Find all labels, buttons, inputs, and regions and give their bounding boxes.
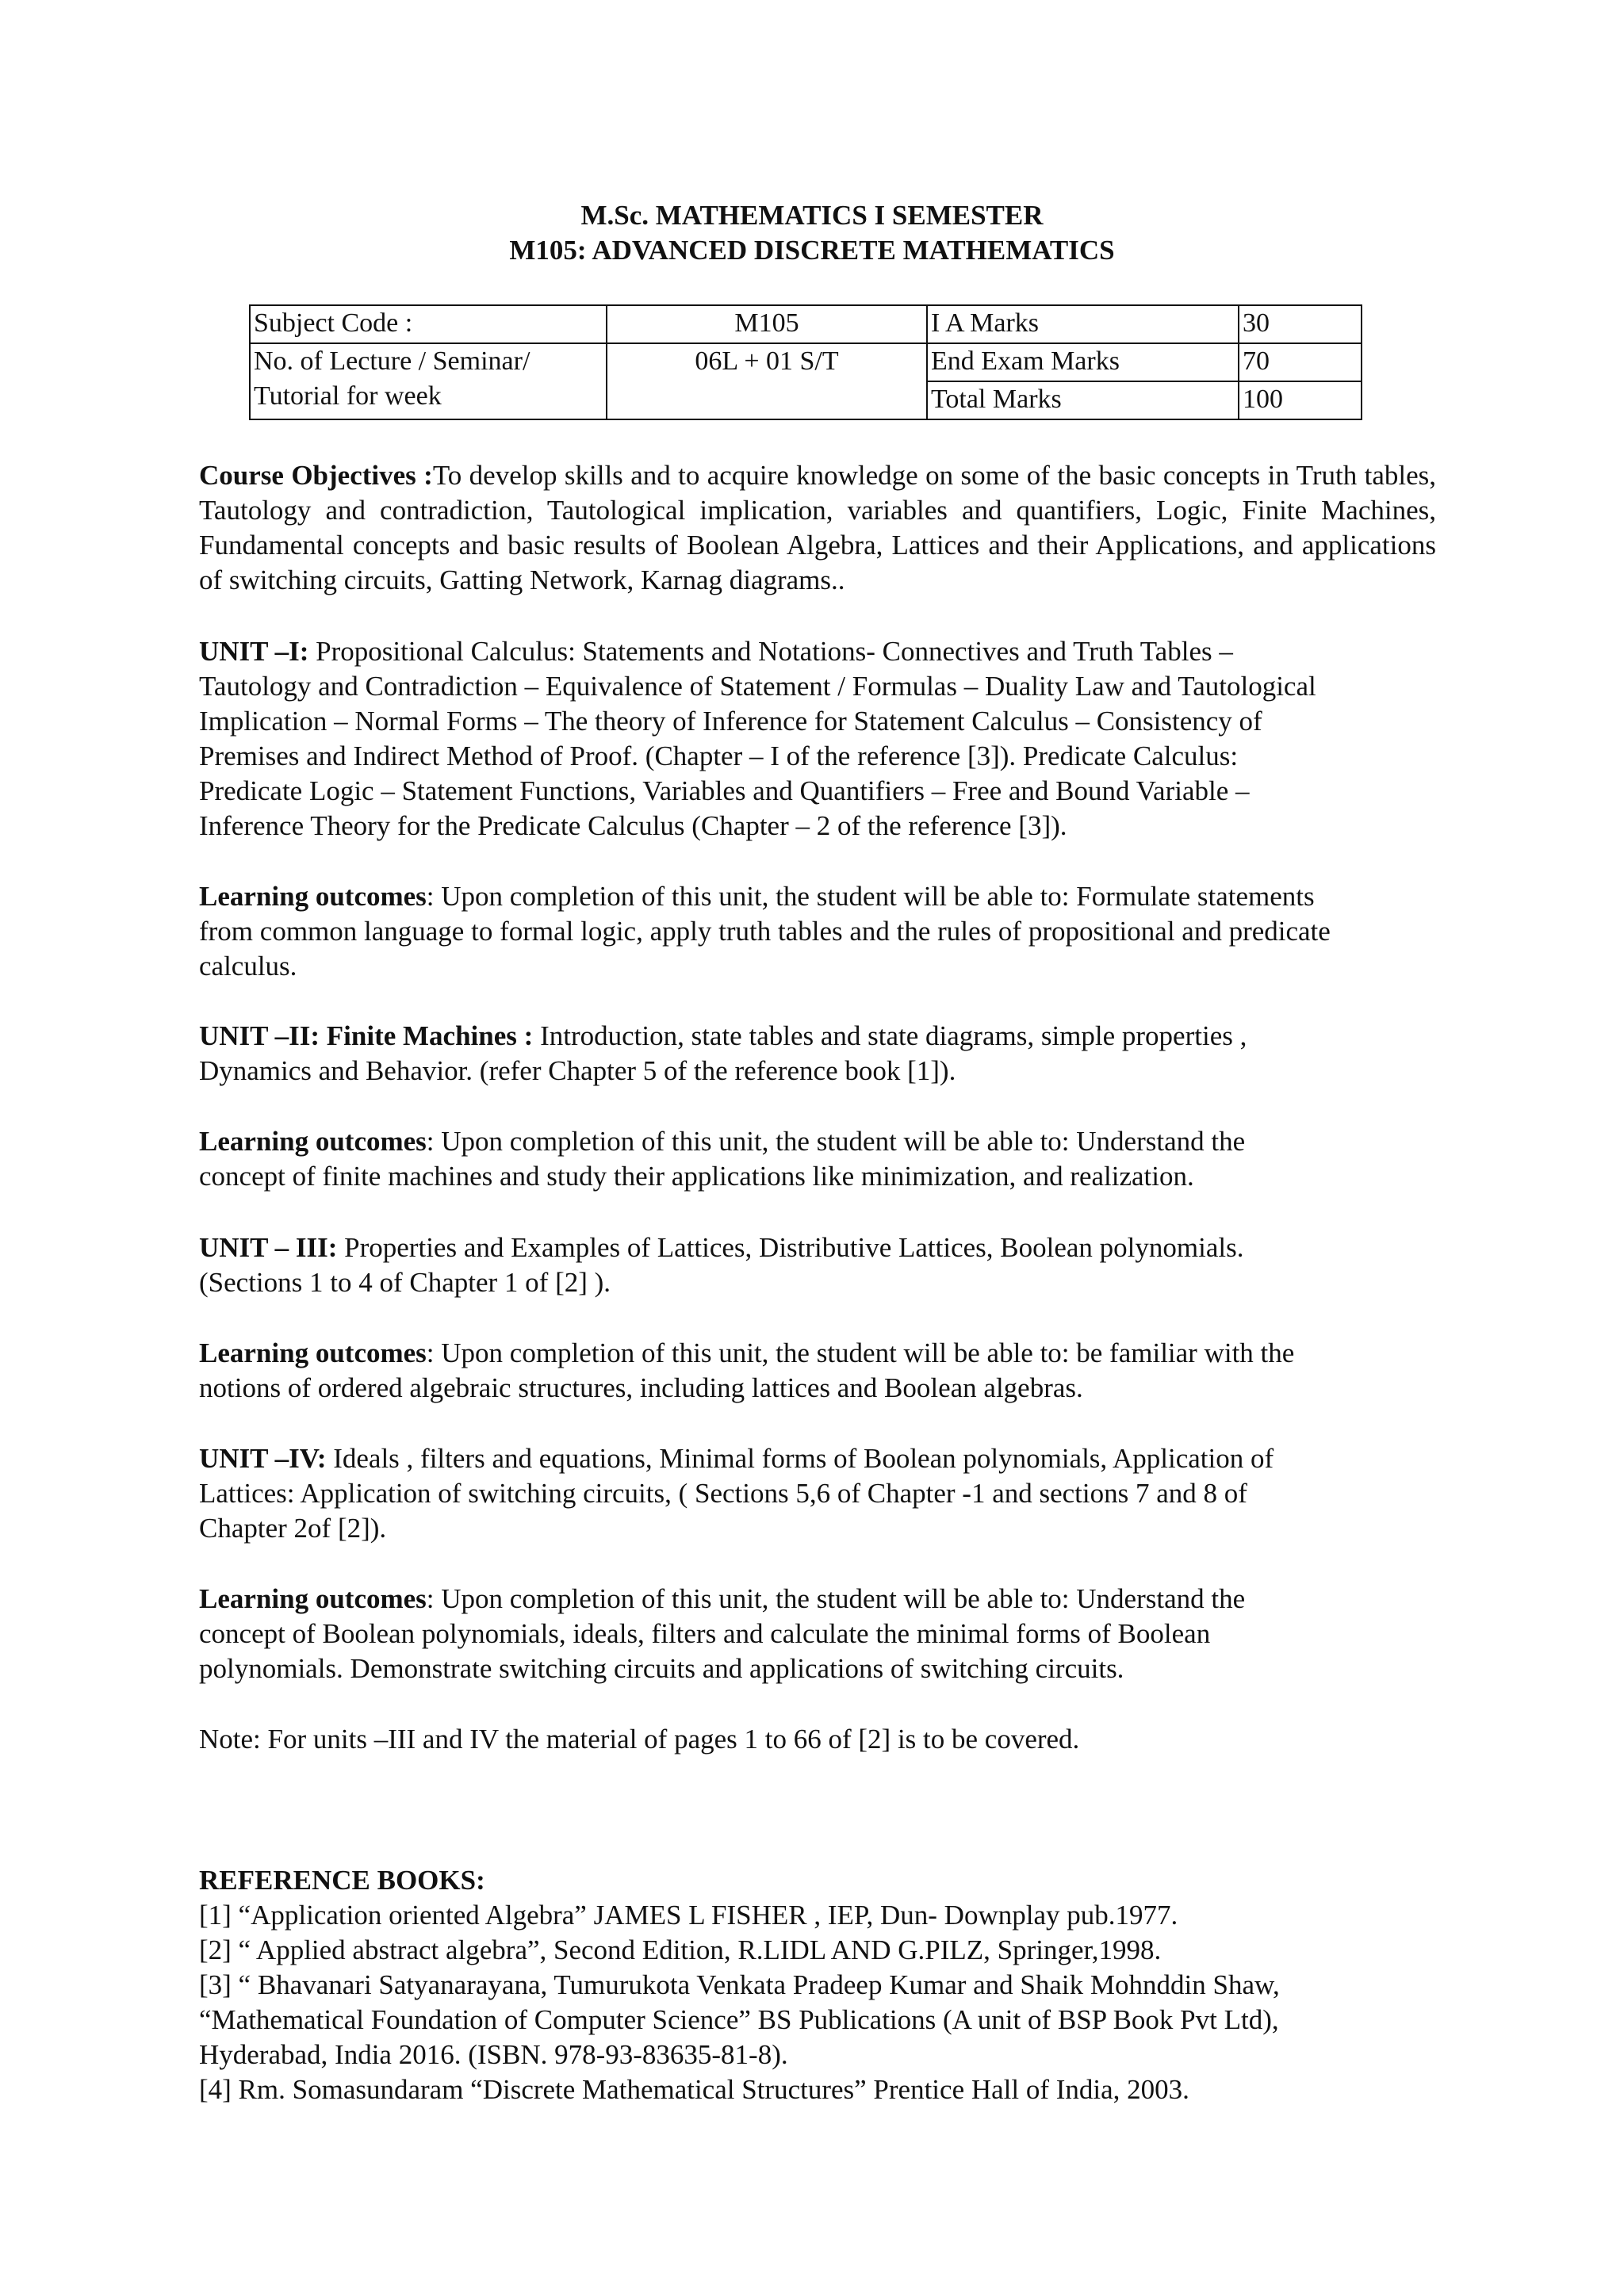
unit-1-line: Propositional Calculus: Statements and Notations- Connectives and Truth Tables – [308,636,1233,667]
end-exam-label: End Exam Marks [927,343,1239,381]
unit-4-label: UNIT –IV: [199,1443,327,1474]
lecture-label-cell [250,343,607,419]
ia-marks-label: I A Marks [927,305,1239,343]
lecture-label-line1: No. of Lecture / Seminar/ [254,346,530,376]
unit-4-line: Chapter 2of [2]). [199,1513,387,1544]
course-details-table [249,304,1362,420]
unit-3-label: UNIT – III: [199,1232,338,1263]
learning-outcomes-2 [199,1124,1436,1194]
outcome-3-line: : Upon completion of this unit, the student will be able to: be familiar with the [426,1337,1295,1368]
lecture-label-line2: Tutorial for week [254,381,442,411]
unit-4-line: Lattices: Application of switching circuits, ( Sections 5,6 of Chapter -1 and sections 7 and 8 of [199,1478,1247,1509]
outcome-4-label: Learning outcomes [199,1583,427,1614]
reference-item: [2] “ Applied abstract algebra”, Second Edition, R.LIDL AND G.PILZ, Springer,1998. [199,1934,1162,1965]
objectives-label: Course Objectives : [199,460,433,491]
unit-3-line: Properties and Examples of Lattices, Distributive Lattices, Boolean polynomials. [337,1232,1244,1263]
outcome-2-line: concept of finite machines and study their applications like minimization, and realization. [199,1161,1194,1192]
unit-1-line: Implication – Normal Forms – The theory of Inference for Statement Calculus – Consistency of [199,706,1262,737]
course-title: M105: ADVANCED DISCRETE MATHEMATICS [509,235,1115,266]
end-exam-value: 70 [1239,343,1362,381]
reference-books [199,1863,1436,2107]
reference-item: [4] Rm. Somasundaram “Discrete Mathematical Structures” Prentice Hall of India, 2003. [199,2074,1189,2105]
ia-marks-value: 30 [1239,305,1362,343]
reference-item: [1] “Application oriented Algebra” JAMES L FISHER , IEP, Dun- Downplay pub.1977. [199,1900,1178,1931]
table-row [250,343,1362,381]
table-row [250,305,1362,343]
unit-1-line: Predicate Logic – Statement Functions, Variables and Quantifiers – Free and Bound Variable – [199,775,1250,806]
reference-item: Hyderabad, India 2016. (ISBN. 978-93-83635-81-8). [199,2039,788,2070]
unit-1 [199,634,1436,844]
unit-2-line: Dynamics and Behavior. (refer Chapter 5 of the reference book [1]). [199,1055,956,1086]
outcome-1-line: : Upon completion of this unit, the student will be able to: Formulate statements [426,881,1315,912]
outcome-1-label: Learning outcomes [199,881,427,912]
outcome-3-label: Learning outcomes [199,1337,427,1368]
course-objectives [199,458,1436,598]
outcome-1-line: from common language to formal logic, apply truth tables and the rules of propositional and predicate [199,916,1331,947]
unit-4 [199,1441,1436,1546]
outcome-2-label: Learning outcomes [199,1126,427,1157]
reference-books-title: REFERENCE BOOKS: [199,1865,485,1896]
subject-code-value: M105 [607,305,927,343]
outcome-4-line: polynomials. Demonstrate switching circuits and applications of switching circuits. [199,1653,1124,1684]
learning-outcomes-3 [199,1336,1436,1406]
reference-item: [3] “ Bhavanari Satyanarayana, Tumurukota Venkata Pradeep Kumar and Shaik Mohnddin Shaw, [199,1969,1280,2000]
unit-2-line: Introduction, state tables and state diagrams, simple properties , [533,1020,1247,1051]
learning-outcomes-4 [199,1582,1436,1686]
unit-2-label: UNIT –II: Finite Machines : [199,1020,534,1051]
lecture-value: 06L + 01 S/T [607,343,927,419]
unit-1-line: Premises and Indirect Method of Proof. (Chapter – I of the reference [3]). Predicate Calculus: [199,740,1239,771]
total-marks-label: Total Marks [927,381,1239,419]
unit-1-label: UNIT –I: [199,636,309,667]
reference-item: “Mathematical Foundation of Computer Science” BS Publications (A unit of BSP Book Pvt Ltd), [199,2004,1279,2035]
outcome-2-line: : Upon completion of this unit, the student will be able to: Understand the [426,1126,1246,1157]
unit-3 [199,1230,1436,1300]
outcome-3-line: notions of ordered algebraic structures, including lattices and Boolean algebras. [199,1372,1083,1403]
coverage-note: Note: For units –III and IV the material of pages 1 to 66 of [2] is to be covered. [199,1724,1080,1755]
outcome-4-line: concept of Boolean polynomials, ideals, filters and calculate the minimal forms of Boolean [199,1618,1211,1649]
unit-4-line: Ideals , filters and equations, Minimal forms of Boolean polynomials, Application of [326,1443,1274,1474]
outcome-1-line: calculus. [199,951,297,982]
semester-heading: M.Sc. MATHEMATICS I SEMESTER [580,200,1044,231]
subject-code-label: Subject Code : [250,305,607,343]
unit-2 [199,1019,1436,1089]
unit-3-line: (Sections 1 to 4 of Chapter 1 of [2] ). [199,1267,611,1298]
objectives-text: To develop skills and to acquire knowledge on some of the basic concepts in Truth tables, Tautology and contradiction, Tautological implication, variables and quantifiers, Logic, Finite Machines, Fundamental concepts and basic results of Boolean Algebra, Lattices and their Applications, and applications of switching circuits, Gatting Network, Karnag diagrams.. [199,460,1436,595]
unit-1-line: Tautology and Contradiction – Equivalence of Statement / Formulas – Duality Law and Tautological [199,671,1316,702]
unit-1-line: Inference Theory for the Predicate Calculus (Chapter – 2 of the reference [3]). [199,810,1067,841]
outcome-4-line: : Upon completion of this unit, the student will be able to: Understand the [426,1583,1246,1614]
total-marks-value: 100 [1239,381,1362,419]
learning-outcomes-1 [199,879,1436,984]
